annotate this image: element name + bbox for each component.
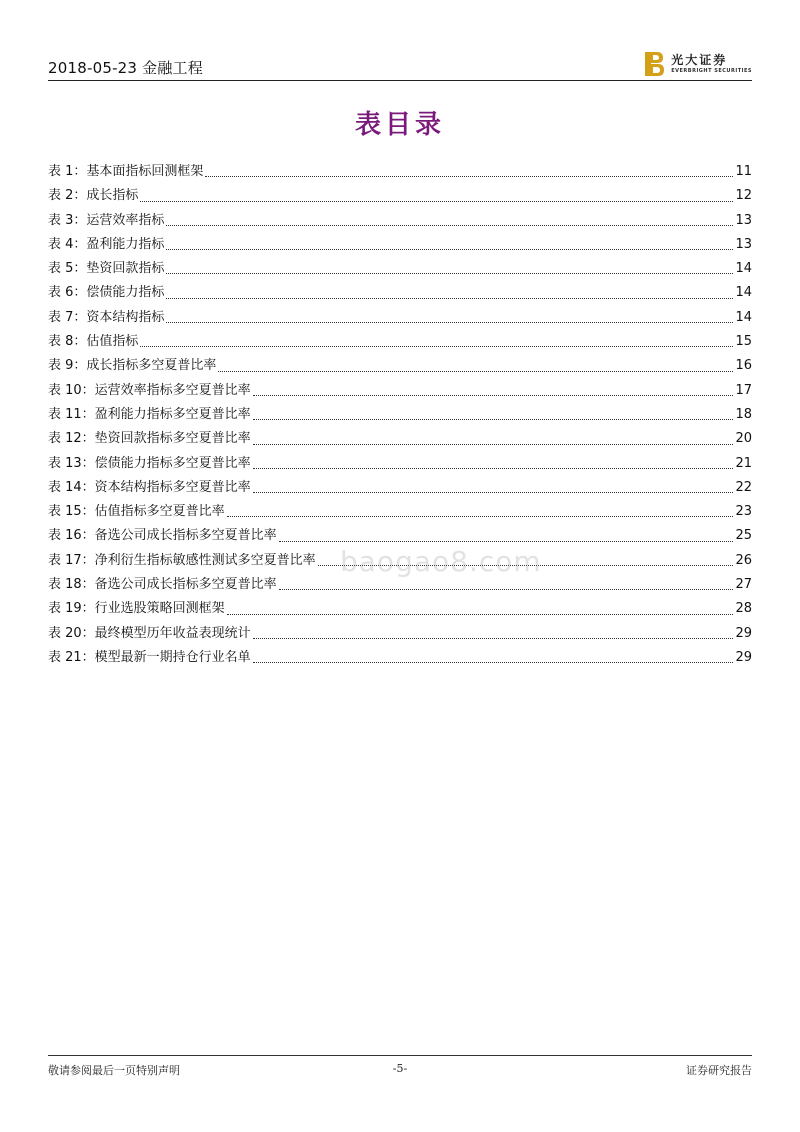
toc-entry[interactable] (48, 622, 752, 646)
toc-entry-label[interactable]: 表 19：行业选股策略回测框架 (48, 601, 225, 617)
toc-entry-page[interactable]: 21 (735, 455, 752, 471)
toc-entry-label[interactable]: 表 6：偿债能力指标 (48, 285, 165, 301)
toc-entry[interactable] (48, 184, 752, 208)
toc-leader-dots (279, 588, 734, 590)
toc-entry-page[interactable]: 16 (735, 358, 752, 374)
footer-disclaimer: 敬请参阅最后一页特别声明 (48, 1064, 180, 1077)
toc-entry-page[interactable]: 20 (735, 431, 752, 447)
toc-entry[interactable] (48, 160, 752, 184)
toc-entry[interactable] (48, 452, 752, 476)
toc-entry-label[interactable]: 表 9：成长指标多空夏普比率 (48, 358, 217, 374)
toc-entry[interactable] (48, 209, 752, 233)
toc-leader-dots (279, 540, 734, 542)
watermark: baogao8.com (340, 545, 542, 578)
toc-leader-dots (140, 200, 733, 202)
toc-entry[interactable] (48, 646, 752, 670)
toc-entry-label[interactable]: 表 11：盈利能力指标多空夏普比率 (48, 406, 251, 422)
toc-entry-label[interactable]: 表 20：最终模型历年收益表现统计 (48, 625, 251, 641)
toc-entry-label[interactable]: 表 5：垫资回款指标 (48, 261, 165, 277)
table-of-contents (48, 160, 752, 670)
toc-leader-dots (166, 297, 733, 299)
logo-cn-text: 光大证券 (671, 53, 728, 67)
toc-entry[interactable] (48, 597, 752, 621)
toc-entry-page[interactable]: 14 (735, 261, 752, 277)
toc-leader-dots (166, 272, 733, 274)
toc-entry-label[interactable]: 表 3：运营效率指标 (48, 212, 165, 228)
toc-leader-dots (166, 321, 733, 323)
toc-entry-page[interactable]: 13 (735, 236, 752, 252)
toc-entry-page[interactable]: 22 (735, 479, 752, 495)
toc-leader-dots (253, 637, 734, 639)
toc-entry-page[interactable]: 25 (735, 528, 752, 544)
toc-entry[interactable] (48, 354, 752, 378)
toc-leader-dots (166, 224, 733, 226)
toc-entry-label[interactable]: 表 18：备选公司成长指标多空夏普比率 (48, 577, 277, 593)
toc-leader-dots (218, 370, 733, 372)
toc-leader-dots (253, 467, 734, 469)
toc-entry[interactable] (48, 330, 752, 354)
toc-leader-dots (166, 248, 733, 250)
toc-entry[interactable] (48, 476, 752, 500)
toc-leader-dots (140, 345, 733, 347)
toc-entry[interactable] (48, 403, 752, 427)
toc-entry[interactable] (48, 281, 752, 305)
toc-entry-page[interactable]: 13 (735, 212, 752, 228)
toc-entry-label[interactable]: 表 21：模型最新一期持仓行业名单 (48, 649, 251, 665)
everbright-logo-icon (643, 51, 665, 77)
logo-en-text: EVERBRIGHT SECURITIES (671, 68, 752, 74)
toc-entry-page[interactable]: 12 (735, 188, 752, 204)
toc-entry-label[interactable]: 表 13：偿债能力指标多空夏普比率 (48, 455, 251, 471)
page-header (48, 48, 752, 81)
toc-entry-page[interactable]: 17 (735, 382, 752, 398)
toc-entry-page[interactable]: 29 (735, 625, 752, 641)
page-footer (48, 1055, 752, 1080)
toc-leader-dots (253, 491, 734, 493)
toc-entry-label[interactable]: 表 16：备选公司成长指标多空夏普比率 (48, 528, 277, 544)
toc-entry[interactable] (48, 427, 752, 451)
toc-leader-dots (253, 661, 734, 663)
toc-entry[interactable] (48, 500, 752, 524)
toc-entry-label[interactable]: 表 4：盈利能力指标 (48, 236, 165, 252)
page-title: 表目录 (354, 110, 445, 140)
toc-entry-page[interactable]: 15 (735, 334, 752, 350)
toc-entry-page[interactable]: 11 (735, 164, 752, 179)
toc-entry-label[interactable]: 表 7：资本结构指标 (48, 309, 165, 325)
toc-entry-page[interactable]: 27 (735, 577, 752, 593)
toc-entry-label[interactable]: 表 12：垫资回款指标多空夏普比率 (48, 431, 251, 447)
toc-leader-dots (227, 515, 734, 517)
toc-leader-dots (253, 394, 734, 396)
toc-entry-page[interactable]: 28 (735, 601, 752, 617)
company-logo (643, 50, 752, 78)
toc-entry-page[interactable]: 14 (735, 285, 752, 301)
toc-leader-dots (253, 418, 734, 420)
toc-entry[interactable] (48, 257, 752, 281)
toc-entry-label[interactable]: 表 15：估值指标多空夏普比率 (48, 504, 225, 520)
toc-entry-page[interactable]: 23 (735, 504, 752, 520)
toc-entry-page[interactable]: 26 (735, 552, 752, 568)
toc-leader-dots (205, 175, 733, 177)
report-date-section: 2018-05-23 金融工程 (48, 59, 203, 77)
toc-entry[interactable] (48, 379, 752, 403)
toc-entry-label[interactable]: 表 8：估值指标 (48, 334, 139, 350)
toc-entry-label[interactable]: 表 14：资本结构指标多空夏普比率 (48, 479, 251, 495)
toc-entry-page[interactable]: 14 (735, 309, 752, 325)
toc-entry[interactable] (48, 233, 752, 257)
toc-leader-dots (227, 613, 734, 615)
page-number: -5- (392, 1062, 408, 1075)
toc-entry[interactable] (48, 306, 752, 330)
toc-entry-label[interactable]: 表 10：运营效率指标多空夏普比率 (48, 382, 251, 398)
toc-entry-label[interactable]: 表 17：净利衍生指标敏感性测试多空夏普比率 (48, 552, 316, 568)
toc-entry-page[interactable]: 29 (735, 649, 752, 665)
toc-entry-page[interactable]: 18 (735, 406, 752, 422)
toc-entry-label[interactable]: 表 1：基本面指标回测框架 (48, 164, 204, 179)
footer-report-type: 证券研究报告 (686, 1064, 752, 1077)
toc-leader-dots (253, 443, 734, 445)
toc-entry-label[interactable]: 表 2：成长指标 (48, 188, 139, 204)
